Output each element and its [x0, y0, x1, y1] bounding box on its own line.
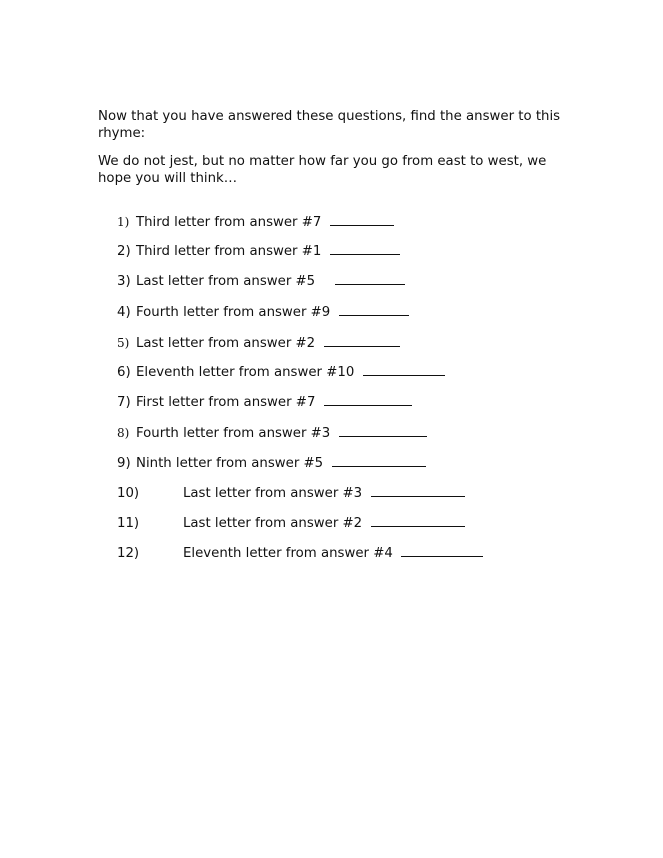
item-text: Third letter from answer #1	[136, 244, 322, 260]
answer-blank[interactable]	[371, 515, 465, 527]
answer-blank[interactable]	[401, 545, 483, 557]
answer-blank[interactable]	[363, 364, 445, 376]
item-number: 8)	[117, 426, 130, 441]
answer-blank[interactable]	[339, 304, 409, 316]
list-item	[117, 394, 483, 424]
list-item	[117, 243, 483, 273]
list-item	[117, 424, 483, 454]
item-text: Ninth letter from answer #5	[136, 455, 324, 471]
item-text: Last letter from answer #3	[183, 485, 363, 501]
item-text: First letter from answer #7	[136, 395, 316, 411]
list-item	[117, 485, 483, 515]
item-text: Fourth letter from answer #9	[136, 304, 331, 320]
rhyme-paragraph: We do not jest, but no matter how far you go from east to west, we hope you will think…	[98, 154, 547, 186]
item-text: Last letter from answer #2	[183, 515, 363, 531]
item-text: Last letter from answer #5	[136, 274, 316, 290]
list-item	[117, 304, 483, 334]
item-number: 3)	[117, 274, 131, 290]
answer-blank[interactable]	[324, 394, 412, 406]
item-number: 4)	[117, 304, 131, 320]
item-number: 6)	[117, 364, 131, 380]
item-number: 1)	[117, 215, 130, 229]
answer-blank[interactable]	[332, 455, 426, 467]
item-number: 11)	[117, 515, 140, 531]
list-item	[117, 213, 483, 243]
answer-blank[interactable]	[335, 273, 405, 285]
item-text: Last letter from answer #2	[136, 335, 316, 351]
instruction-paragraph: Now that you have answered these questions, find the answer to this rhyme:	[98, 109, 561, 141]
item-number: 7)	[117, 395, 131, 411]
list-item	[117, 334, 483, 364]
answer-blank[interactable]	[330, 243, 400, 255]
list-item	[117, 515, 483, 545]
item-text: Fourth letter from answer #3	[136, 426, 331, 442]
answer-blank[interactable]	[330, 214, 394, 226]
list-item	[117, 364, 483, 394]
item-number: 9)	[117, 455, 131, 471]
item-number: 12)	[117, 546, 140, 562]
answer-blank[interactable]	[371, 485, 465, 497]
item-text: Third letter from answer #7	[136, 215, 322, 230]
question-list	[117, 213, 483, 575]
item-number: 2)	[117, 244, 131, 260]
list-item	[117, 545, 483, 575]
list-item	[117, 455, 483, 485]
item-number: 5)	[117, 335, 130, 350]
answer-blank[interactable]	[339, 425, 427, 437]
answer-blank[interactable]	[324, 335, 400, 347]
item-number: 10)	[117, 485, 140, 501]
item-text: Eleventh letter from answer #10	[136, 364, 355, 380]
item-text: Eleventh letter from answer #4	[183, 546, 393, 562]
list-item	[117, 273, 483, 303]
